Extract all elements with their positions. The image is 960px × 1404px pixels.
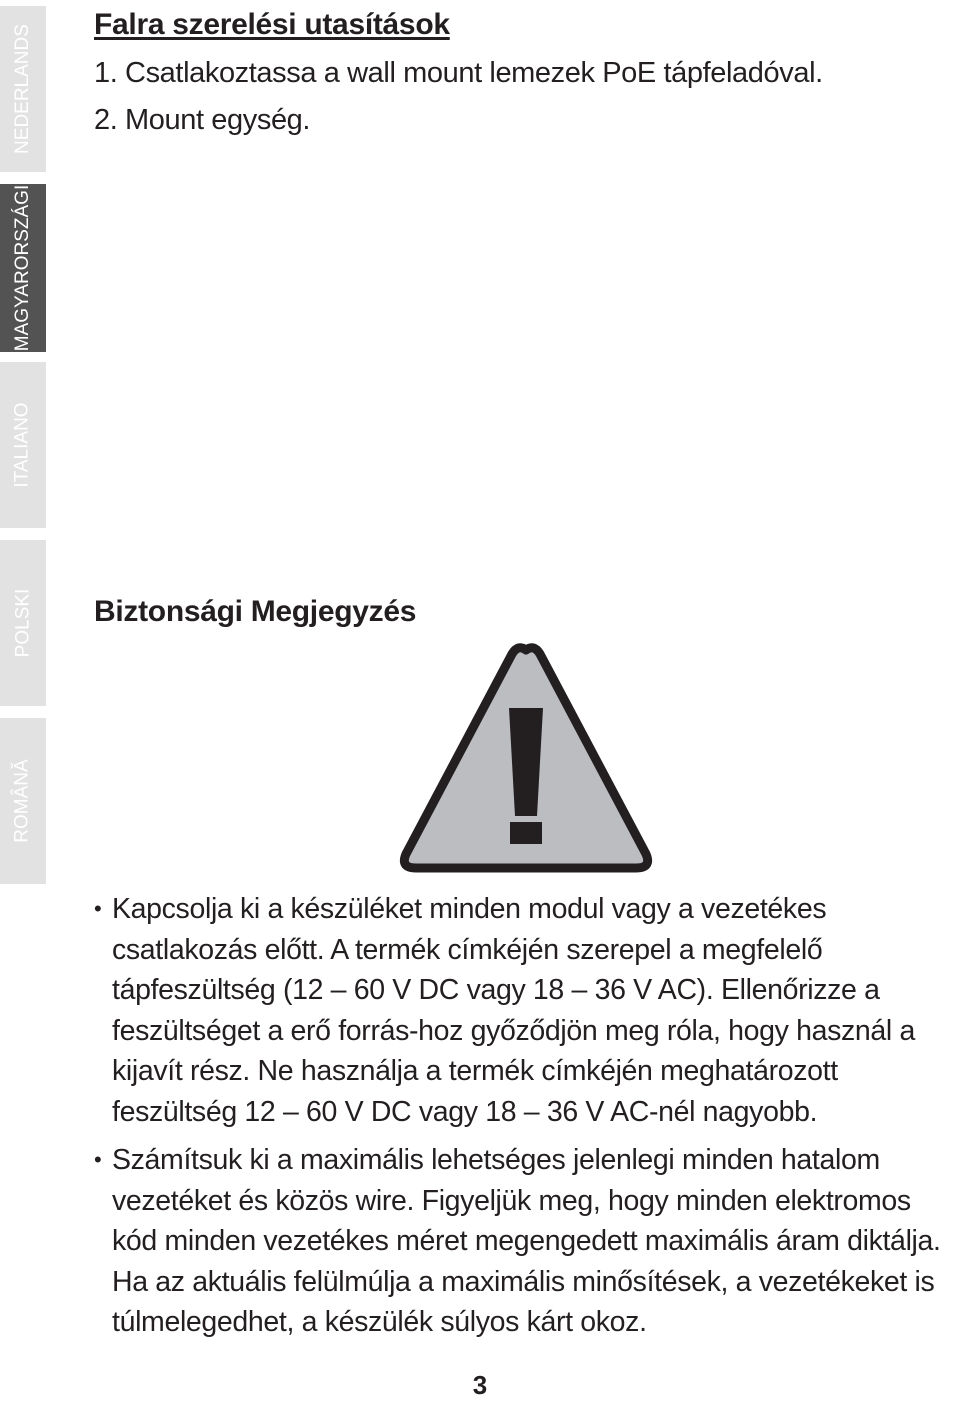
bullet-icon: •: [94, 896, 102, 921]
bullet-text: Kapcsolja ki a készüléket minden modul vagy a vezetékes csatlakozás előtt. A termék címkéjén szerepel a megfelelő tápfeszültség (12 – 60 V DC vagy 18 – 36 V AC). Ellenőrizze a feszültséget a erő forrás-hoz győződjön meg róla, hogy használ a kijavít rész. Ne használja a termék címkéjén meghatározott feszültség 12 – 60 V DC vagy 18 – 36 V AC-nél nagyobb.: [112, 893, 915, 1128]
tab-polski[interactable]: [0, 540, 46, 706]
list-item: [94, 1140, 960, 1343]
page-number: 3: [472, 1370, 488, 1400]
install-step: 1. Csatlakoztassa a wall mount lemezek PoE tápfeladóval.: [94, 57, 823, 89]
tab-italiano[interactable]: [0, 362, 46, 528]
bullet-text: Számítsuk ki a maximális lehetséges jelenlegi minden hatalom vezetéket és közös wire. Figyeljük meg, hogy minden elektromos kód minden vezetékes méret megengedett maximális áram diktálja. Ha az aktuális felülmúlja a maximális minősítések, a vezetékeket is túlmelegedhet, a készülék súlyos kárt okoz.: [112, 1144, 941, 1338]
safety-heading: Biztonsági Megjegyzés: [94, 595, 417, 628]
bullet-icon: •: [94, 1147, 102, 1172]
exclamation-triangle-icon: [396, 642, 656, 878]
list-item: [94, 889, 960, 1132]
install-step: 2. Mount egység.: [94, 104, 311, 136]
safety-bullet-list: [94, 889, 960, 1343]
tab-label: ITALIANO: [12, 402, 34, 488]
install-heading: Falra szerelési utasítások: [94, 8, 450, 41]
tab-label: ROMÂNĂ: [12, 759, 33, 843]
tab-label: MAGYARORSZÁGI: [12, 184, 34, 352]
tab-label: POLSKI: [12, 588, 33, 658]
language-tabs: [0, 0, 48, 1404]
tab-romana[interactable]: [0, 718, 46, 884]
tab-magyarorszagi[interactable]: [0, 184, 46, 352]
tab-nederlands[interactable]: [0, 6, 46, 172]
tab-label: NEDERLANDS: [12, 24, 33, 154]
